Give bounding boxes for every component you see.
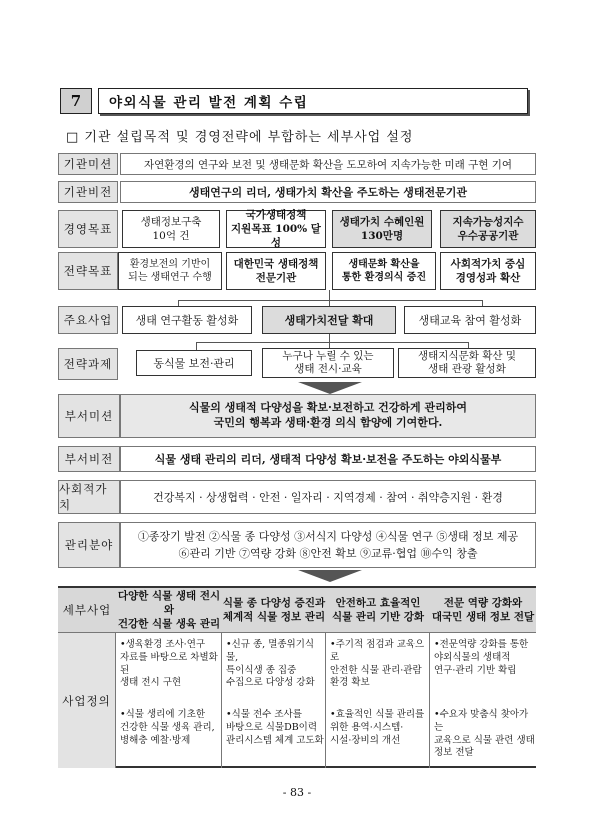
tasks-label: 전략과제 [58,348,118,380]
main-project-item: 생태 연구활동 활성화 [122,306,252,334]
task-item: 생태지식문화 확산 및 생태 관광 활성화 [398,348,536,378]
detail-project-item: 안전하고 효율적인 식물 관리 기반 강화 [326,588,431,632]
detail-projects-label: 세부사업 [58,588,117,632]
subtitle: □ 기관 설립목적 및 경영전략에 부합하는 세부사업 설정 [66,130,414,145]
strategy-item: 대한민국 생태정책 전문기관 [226,252,326,290]
main-projects-label: 주요사업 [58,306,118,334]
mgmt-area-label: 관리분야 [58,522,120,568]
connector [329,290,330,300]
detail-table [58,586,536,768]
mission-label: 기관미션 [58,153,118,175]
definition-item: •신규 종, 멸종위기식물, 특이식생 종 집중 수집으로 다양성 강화 [226,639,315,689]
vision-text: 생태연구의 리더, 생태가치 확산을 주도하는 생태전문기관 [120,181,536,203]
social-value-text: 건강복지 · 상생협력 · 안전 · 일자리 · 지역경제 · 참여 · 취약층지원 · 환경 [120,480,536,514]
strategy-item: 생태문화 확산을 통한 환경의식 증진 [332,252,436,290]
definition-column [326,632,430,768]
definition-item: •수요자 맞춤식 찾아가는 교육으로 식물 관련 생태 정보 전달 [434,709,535,759]
section-title: 야외식물 관리 발전 계획 수립 [98,88,528,114]
definition-item: •주기적 점검과 교육으로 안전한 식물 관리·관람 환경 확보 [330,639,425,689]
main-project-item: 생태교육 참여 활성화 [404,306,536,334]
main-project-item: 생태가치전달 확대 [262,306,396,334]
task-item: 동식물 보전·관리 [136,350,252,376]
section-header [60,88,530,114]
down-arrow-icon [298,570,362,582]
definition-item: •효율적인 식물 관리를 위한 용역·시스템· 시설·장비의 개선 [330,709,425,746]
definition-item: •식물 생리에 기초한 건강한 식물 생육 관리, 병해충 예찰·방제 [120,709,215,746]
social-value-label: 사회적가치 [58,480,120,514]
section-number: 7 [60,88,92,114]
mgmt-area-line: ①종장기 발전 ②식물 종 다양성 ③서식지 다양성 ④식물 연구 ⑤생태 정보 제공 [137,529,519,543]
mgmt-area-line: ⑥관리 기반 ⑦역량 강화 ⑧안전 확보 ⑨교류·협업 ⑩수익 창출 [178,547,478,560]
definitions-label: 사업정의 [58,632,116,768]
vision-label: 기관비전 [58,181,118,203]
connector [329,334,330,342]
goal-item: 국가생태정책 지원목표 100% 달성 [226,210,326,248]
connector [196,342,468,343]
down-arrow-icon [298,382,362,394]
detail-project-item: 다양한 식물 생태 전시와 건강한 식물 생육 관리 [116,588,223,632]
dept-mission-label: 부서미션 [58,394,120,438]
definition-column [116,632,222,768]
dept-mission-text: 식물의 생태적 다양성을 확보·보전하고 건강하게 관리하여 국민의 행복과 생태·환경 의식 함양에 기여한다. [120,394,536,438]
goal-item: 생태가치 수혜인원 130만명 [332,210,432,248]
goal-item: 생태정보구축 10억 건 [122,210,220,248]
definition-column [222,632,326,768]
dept-vision-text: 식물 생태 관리의 리더, 생태적 다양성 확보·보전을 주도하는 야외식물부 [120,446,536,472]
page-number: - 83 - [282,786,312,799]
definition-item: •식물 전수 조사를 바탕으로 식물DB이력 관리시스템 체계 고도화 [226,709,324,746]
mission-text: 자연환경의 연구와 보전 및 생태문화 확산을 도모하여 지속가능한 미래 구현 기여 [120,153,536,175]
task-item: 누구나 누릴 수 있는 생태 전시·교육 [262,348,394,378]
definition-item: •생육환경 조사·연구 자료를 바탕으로 차별화된 생태 전시 구현 [120,639,218,689]
definition-column [430,632,536,768]
goals-label: 경영목표 [58,210,118,248]
connector [196,342,197,350]
strategies-label: 전략목표 [58,252,118,290]
definition-item: •전문역량 강화를 통한 야외식물의 생태적 연구·관리 기반 확립 [434,639,529,676]
mgmt-area-box [120,522,536,568]
detail-project-item: 전문 역량 강화와 대국민 생태 정보 전달 [430,588,536,632]
strategy-item: 사회적가치 중심 경영성과 확산 [440,252,536,290]
dept-vision-label: 부서비전 [58,446,120,472]
strategy-item: 환경보전의 기반이 되는 생태연구 수행 [118,252,222,290]
detail-project-item: 식물 종 다양성 증진과 체계적 식물 정보 관리 [222,588,327,632]
connector [178,300,482,301]
goal-item: 지속가능성지수 우수공공기관 [440,210,536,248]
